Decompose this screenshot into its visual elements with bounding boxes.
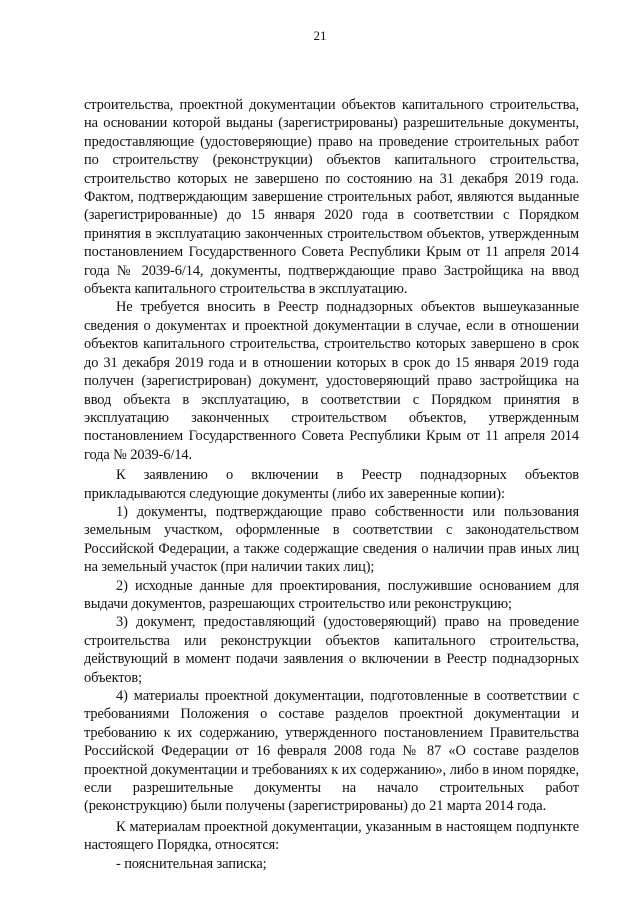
list-item-explanatory-note: - пояснительная записка; — [116, 855, 267, 872]
list-item-3: 3) документ, предоставляющий (удостоверяющий) право на проведение строительства или реконструкции объектов капитального строительства, действующий в момент подачи заявления о включении в Реестр поднадзорных объектов; — [84, 614, 579, 686]
document-body — [84, 96, 579, 873]
list-item-2: 2) исходные данные для проектирования, послужившие основанием для выдачи документов, разрешающих строительство или реконструкцию; — [84, 577, 579, 612]
page-number: 21 — [313, 28, 327, 43]
paragraph-attachments-intro: К заявлению о включении в Реестр поднадзорных объектов прикладываются следующие документы (либо их заверенные копии): — [84, 467, 579, 502]
list-item-1: 1) документы, подтверждающие право собственности или пользования земельным участком, оформленные в соответствии с законодательством Российской Федерации, а также содержащие сведения о наличии прав иных лиц на земельный участок (при наличии таких лиц); — [84, 503, 579, 576]
paragraph-registry-exemption: Не требуется вносить в Реестр поднадзорных объектов вышеуказанные сведения о документах и проектной документации в случае, если в отношении объектов капитального строительства, строительство которых завершено в срок до 31 декабря 2019 года и в отношении которых в срок до 15 января 2019 года получен (зарегистрирован) документ, удостоверяющий право застройщика на ввод объекта в эксплуатацию, в соответствии с Порядком принятия в эксплуатацию законченных строительством объектов, утвержденным постановлением Государственного Совета Республики Крым от 11 апреля 2014 года № 2039-6/14. — [84, 299, 579, 463]
paragraph-materials-intro: К материалам проектной документации, указанным в настоящем подпункте настоящего Порядка, относятся: — [84, 818, 579, 854]
list-item-4: 4) материалы проектной документации, подготовленные в соответствии с требованиями Положения о составе разделов проектной документации и требованию к их содержанию, утвержденного постановлением Правительства Российской Федерации от 16 февраля 2008 года № 87 «О составе разделов проектной документации и требованиях к их содержанию», либо в ином порядке, если разрешительные документы на начало строительных работ (реконструкцию) были получены (зарегистрированы) до 21 марта 2014 года. — [84, 688, 579, 815]
paragraph-continuation: строительства, проектной документации объектов капитального строительства, на основании которой выданы (зарегистрированы) разрешительные документы, предоставляющие (удостоверяющие) право на проведение строительных работ по строительству (реконструкции) объектов капитального строительства, строительство которых не завершено по состоянию на 31 декабря 2019 года. Фактом, подтверждающим завершение строительных работ, являются выданные (зарегистрированные) до 15 января 2020 года в соответствии с Порядком принятия в эксплуатацию законченных строительством объектов, утвержденным постановлением Государственного Совета Республики Крым от 11 апреля 2014 года № 2039-6/14, документы, подтверждающие право Застройщика на ввод объекта капитального строительства в эксплуатацию. — [84, 97, 579, 298]
